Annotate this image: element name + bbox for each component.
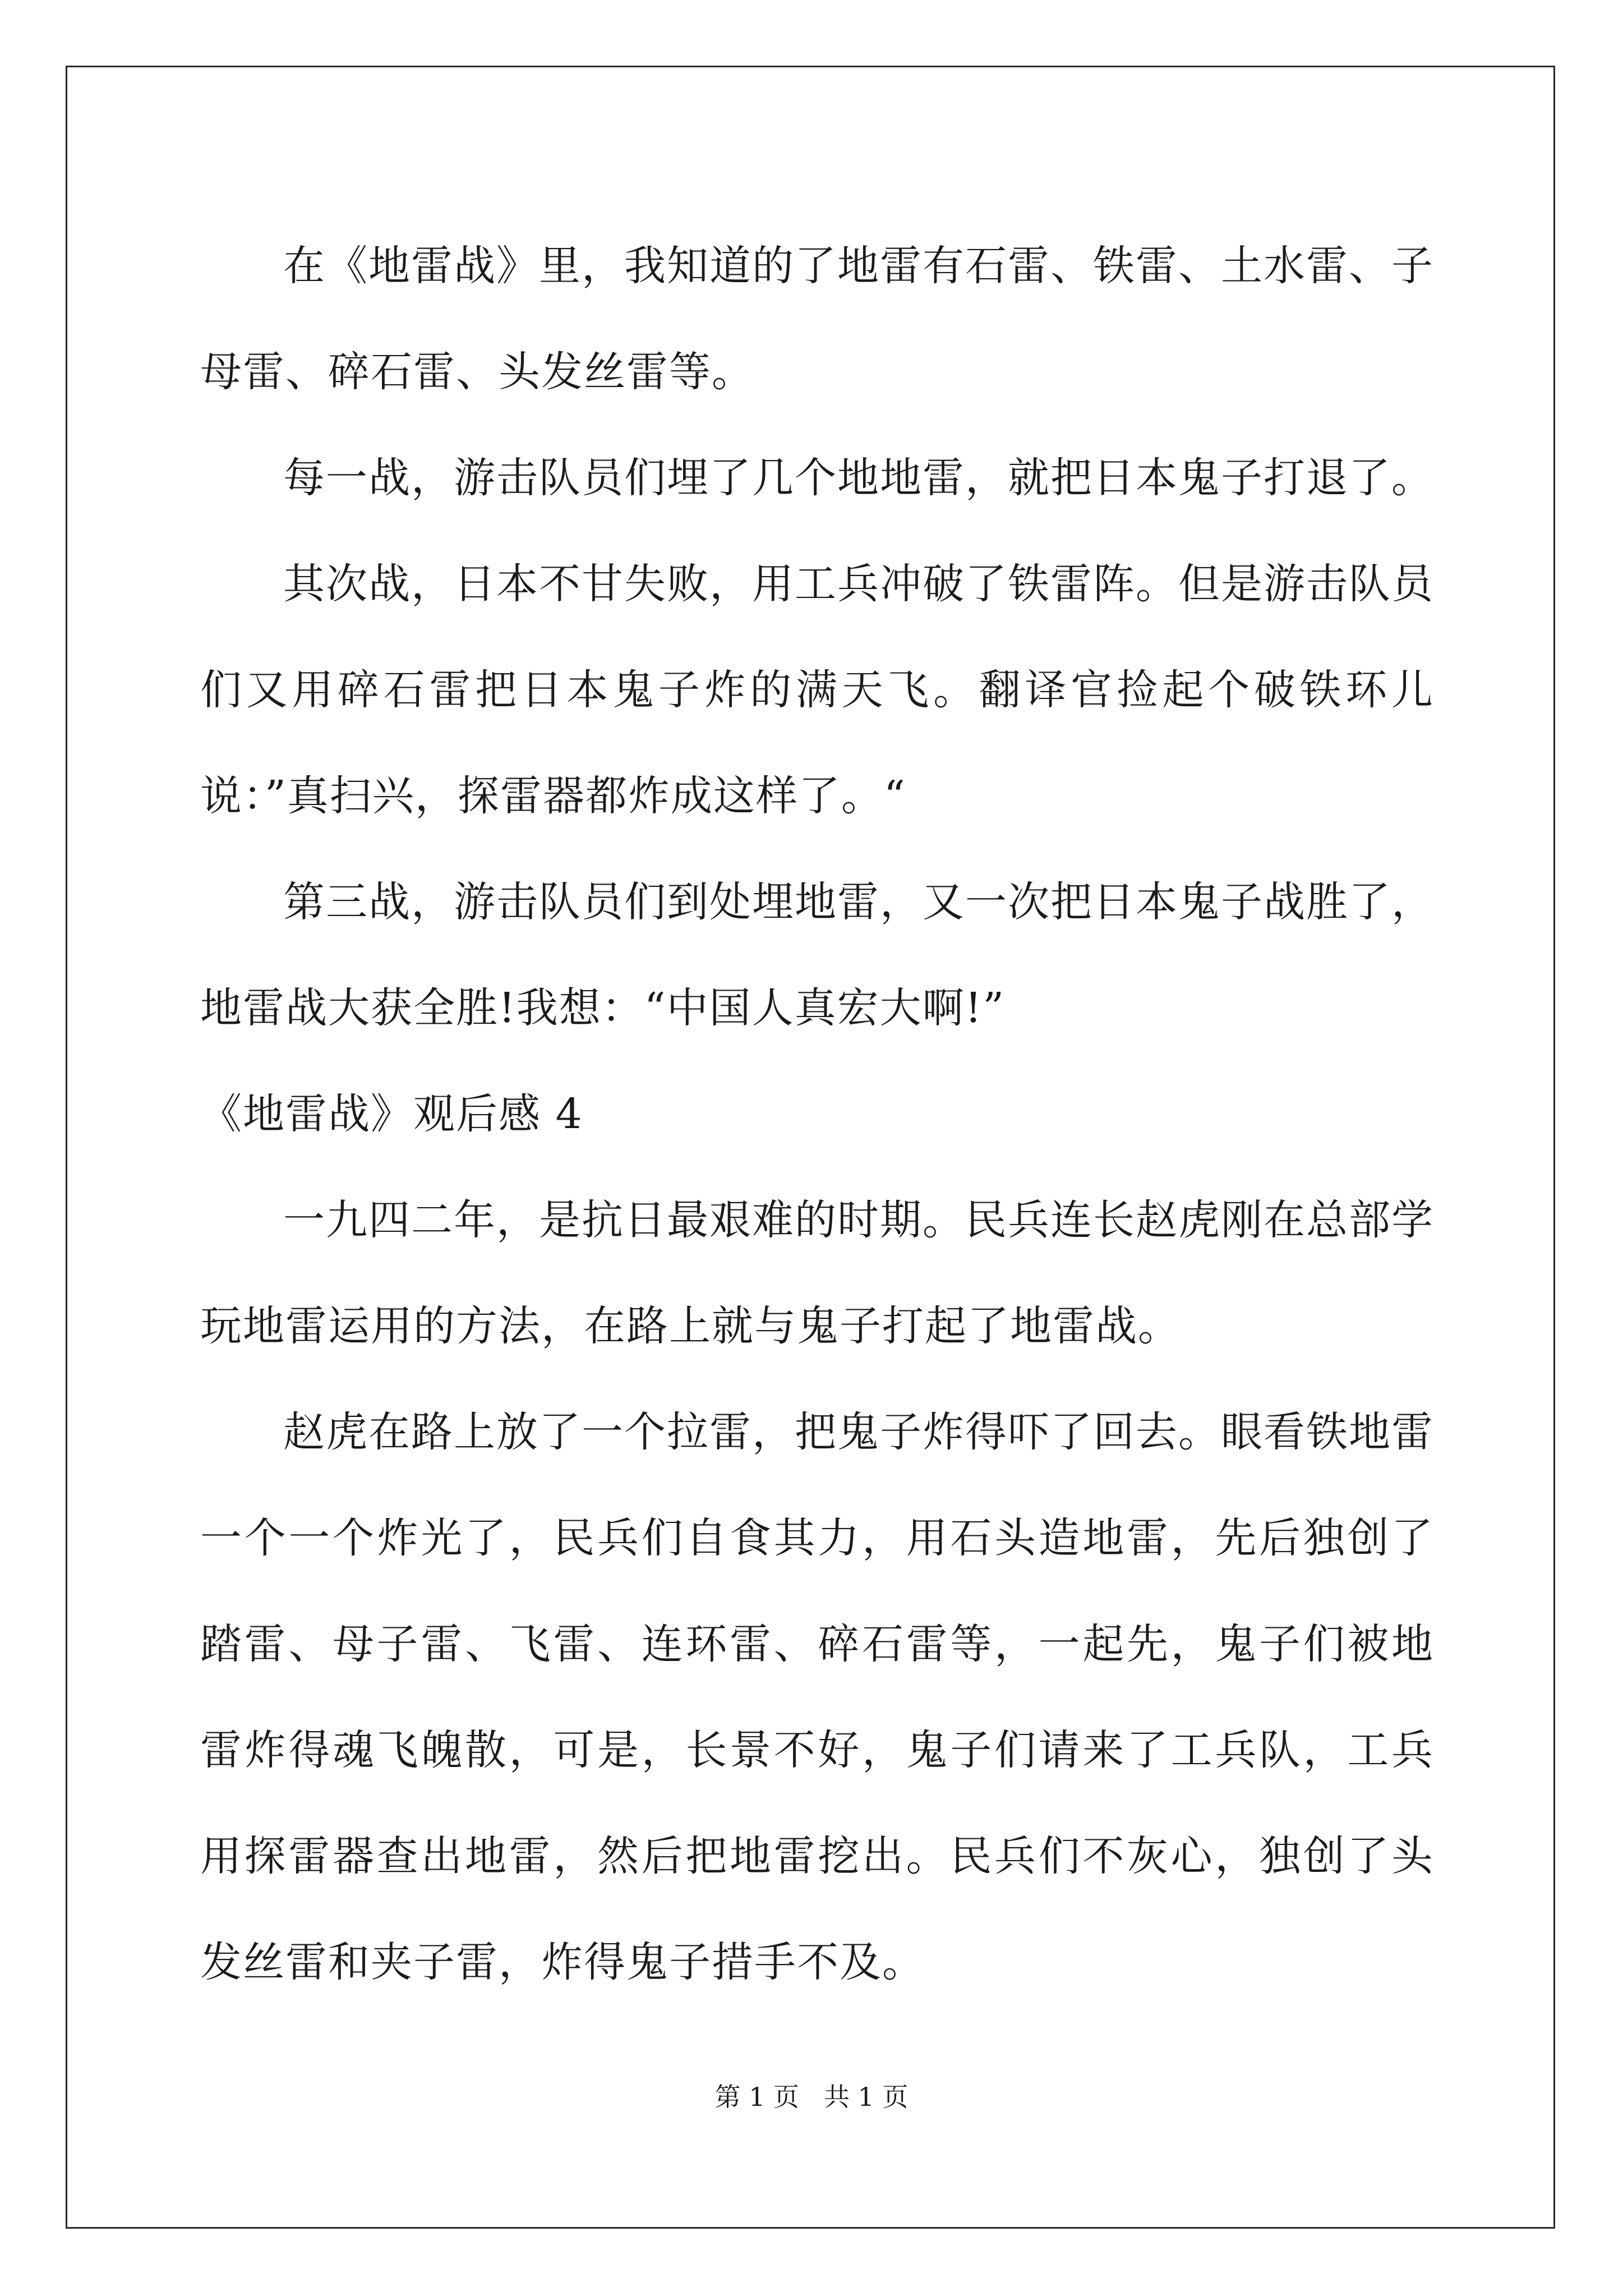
page-total: 共 1 页 (823, 2082, 909, 2112)
paragraph-second-battle: 其次战，日本不甘失败，用工兵冲破了铁雷阵。但是游击队员们又用碎石雷把日本鬼子炸的满天飞。翻译官捡起个破铁环儿说：”真扫兴，探雷器都炸成这样了。“ (200, 560, 1434, 820)
paragraph-first-battle: 每一战，游击队员们埋了几个地地雷，就把日本鬼子打退了。 (283, 454, 1434, 502)
page-number: 第 1 页 (714, 2082, 800, 2112)
paragraph-third-battle: 第三战，游击队员们到处埋地雷，又一次把日本鬼子战胜了，地雷战大获全胜!我想：“中国人真宏大啊!” (200, 878, 1434, 1032)
document-body (200, 213, 1434, 2016)
section-heading: 《地雷战》观后感 4 (200, 1090, 583, 1138)
paragraph-mine-types: 在《地雷战》里，我知道的了地雷有石雷、铁雷、土水雷、子母雷、碎石雷、头发丝雷等。 (200, 242, 1434, 396)
page-footer (0, 2080, 1623, 2114)
paragraph-zhao-hu-mines: 赵虎在路上放了一个拉雷，把鬼子炸得吓了回去。眼看铁地雷一个一个炸光了，民兵们自食其力，用石头造地雷，先后独创了踏雷、母子雷、飞雷、连环雷、碎石雷等，一起先，鬼子们被地雷炸得魂飞魄散，可是，长景不好，鬼子们请来了工兵队，工兵用探雷器查出地雷，然后把地雷挖出。民兵们不灰心，独创了头发丝雷和夹子雷，炸得鬼子措手不及。 (200, 1408, 1434, 1986)
paragraph-1942-intro: 一九四二年，是抗日最艰难的时期。民兵连长赵虎刚在总部学玩地雷运用的方法，在路上就与鬼子打起了地雷战。 (200, 1196, 1434, 1350)
